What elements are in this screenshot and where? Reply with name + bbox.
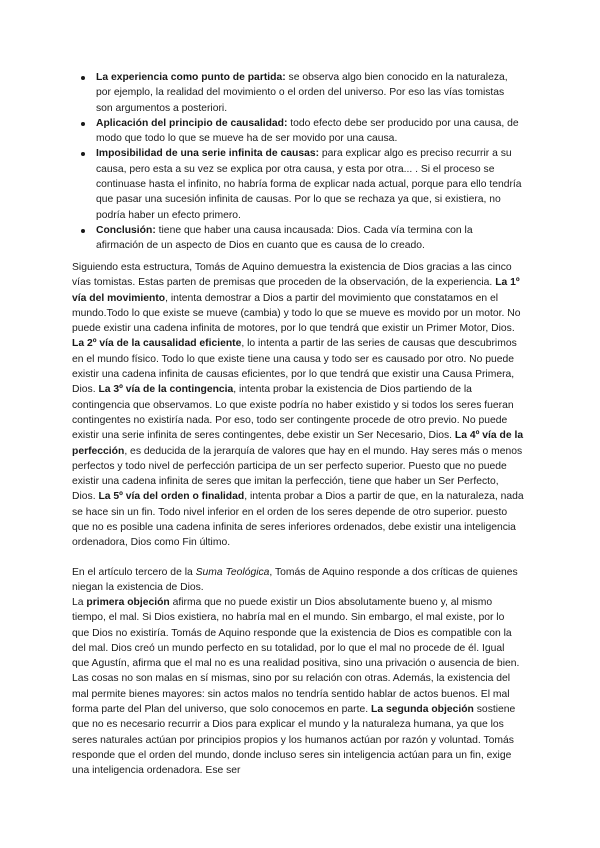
via3-title: La 3º vía de la contingencia (98, 384, 234, 396)
objection2-title: La segunda objeción (371, 704, 474, 716)
objection-lead: La (72, 597, 87, 608)
via3-text: , intenta probar la existencia de Dios partiendo de la contingencia que observamos. Lo que existe podría no haber existido y si todos los seres fueran contingentes no existiría nada. Por eso, todo ser contingente procede de otro previo. No puede existir una serie infinita de seres contingentes, debe existir un Ser Necesario, Dios. (72, 384, 514, 442)
article-text-before: En el artículo tercero de la (72, 567, 196, 578)
vias-intro-text: Siguiendo esta estructura, Tomás de Aquino demuestra la existencia de Dios gracias a las cinco vías tomistas. Estas parten de premisas que proceden de la observación, de la experiencia. (72, 262, 512, 289)
bullet-text: para explicar algo es preciso recurrir a su causa, pero esta a su vez se explica por otra causa, y esta por otra... . Si el proceso se continuase hasta el infinito, no habría forma de explicar nada actual, porque para ello tendría que pasar una sucesión infinita de causas. Por lo que se rechaza ya que, si existiera, no podría haber un efecto primero. (96, 148, 522, 221)
bullet-text: todo efecto debe ser producido por una causa, de modo que todo lo que se mueve ha de ser movido por una causa. (96, 117, 519, 145)
articulo-tercero-paragraph (72, 565, 524, 596)
book-title: Suma Teológica (195, 567, 270, 578)
bullet-title: La experiencia como punto de partida: (96, 72, 286, 83)
cinco-vias-paragraph (72, 260, 524, 551)
bullet-text: se observa algo bien conocido en la naturaleza, por ejemplo, la realidad del movimiento o el orden del universo. Por eso las vías tomistas son argumentos a posteriori. (96, 72, 508, 114)
via4-text: , es deducida de la jerarquía de valores que hay en el mundo. Hay seres más o menos perfectos y todo nivel de perfección participa de un ser perfecto superior. Puesto que no puede existir una cadena infinita de seres que imitan la perfección, tiene que haber un Ser Perfecto, Dios. (72, 445, 523, 503)
via5-title: La 5º vía del orden o finalidad (98, 491, 245, 503)
via2-text: , lo intenta a partir de las series de causas que descubrimos en el mundo físico. Todo lo que existe tiene una causa y todo ser es causado por otro. No puede existir una cadena infinita de causas eficientes, por lo que tendrá que existir una Causa Primera, Dios. (72, 338, 517, 396)
objection1-text: afirma que no puede existir un Dios absolutamente bueno y, al mismo tiempo, el mal. Si Dios existiera, no habría mal en el mundo. Sin embargo, el mal existe, por lo que Dios no existiría. Tomás de Aquino responde que la existencia de Dios es compatible con la del mal. Dios creó un mundo perfecto en su totalidad, por lo que el mal no procede de él. Igual que Agustín, afirma que el mal no es una realidad positiva, sino una privación o ausencia de bien. Las cosas no son malas en sí mismas, sino por su relación con otras. Además, la existencia del mal permite bienes mayores: sin actos malos no tendría sentido hablar de actos buenos. El mal forma parte del Plan del universo, que solo conocemos en parte. (72, 597, 520, 716)
objection2-text: sostiene que no es necesario recurrir a Dios para explicar el mundo y la naturaleza humana, ya que los seres naturales actúan por principios propios y los humanos actúan por razón y voluntad. Tomás responde que el orden del mundo, donde incluso seres sin inteligencia actúan para un fin, exige una inteligencia ordenadora. Ese ser (72, 704, 516, 777)
bullet-title: Conclusión: (96, 224, 156, 236)
article-text-after: , Tomás de Aquino responde a dos críticas de quienes niegan la existencia de Dios. (72, 567, 518, 594)
bullet-title: Imposibilidad de una serie infinita de causas: (96, 148, 320, 160)
objection1-title: primera objeción (86, 597, 170, 608)
bullet-text: tiene que haber una causa incausada: Dios. Cada vía termina con la afirmación de un aspecto de Dios en cuanto que es causa de lo creado. (96, 224, 473, 252)
bullet-item-conclusion (96, 223, 522, 254)
bullet-title: Aplicación del principio de causalidad: (96, 117, 288, 129)
via1-title: La 1º vía del movimiento (72, 277, 520, 304)
via1-text: , intenta demostrar a Dios a partir del movimiento que constatamos en el mundo.Todo lo que existe se mueve (cambia) y todo lo que se mueve es movido por un motor. No puede existir una cadena infinita de motores, por lo que tendrá que existir un Primer Motor, Dios. (72, 292, 521, 335)
objeciones-paragraph (72, 595, 524, 779)
via5-text: , intenta probar a Dios a partir de que, en la naturaleza, nada se hace sin un fin. Todo nivel inferior en el orden de los seres depende de otro superior. puesto que no es posible una cadena infinita de seres inferiores ordenados, debe existir una inteligencia ordenadora, Dios como Fin último. (72, 491, 524, 549)
via4-title: La 4º vía de la perfección (72, 430, 524, 457)
via2-title: La 2º vía de la causalidad eficiente (72, 338, 242, 350)
bullet-item-experiencia (96, 70, 522, 116)
bullet-item-causalidad (96, 116, 522, 147)
bullet-item-serie-infinita (96, 146, 522, 222)
summary-bullet-list (96, 70, 522, 254)
